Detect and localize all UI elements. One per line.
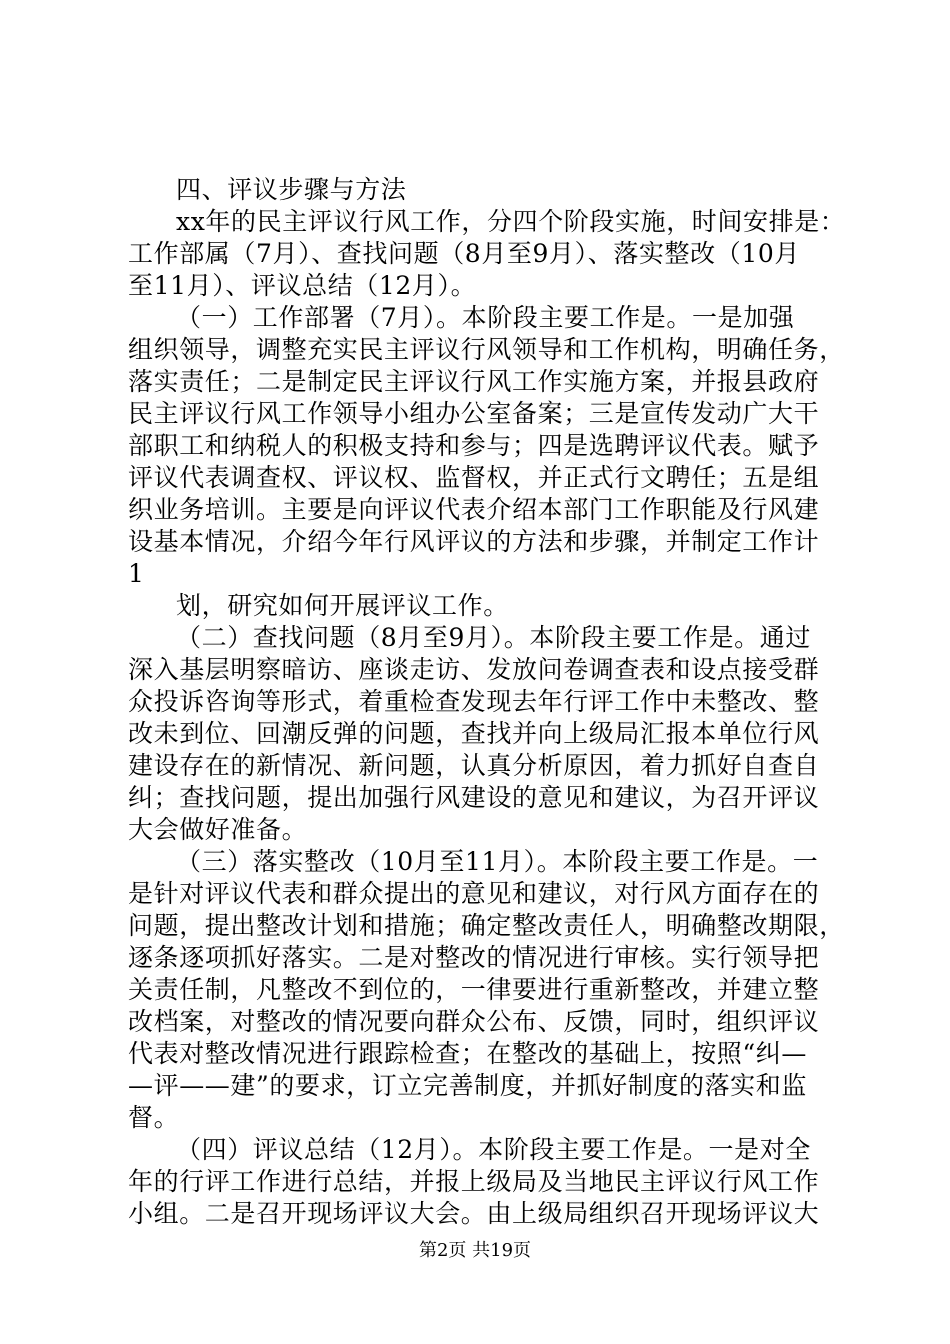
paragraph-line: 纠；查找问题，提出加强行风建设的意见和建议，为召开评议 xyxy=(128,783,820,812)
paragraph-line: （三）落实整改（10月至11月）。本阶段主要工作是。一 xyxy=(176,847,819,876)
section-heading: 四、评议步骤与方法 xyxy=(176,175,407,204)
paragraph-line: （一）工作部署（7月）。本阶段主要工作是。一是加强 xyxy=(176,303,795,332)
page-footer: 第2页 共19页 xyxy=(418,1240,532,1261)
paragraph-line: 改档案，对整改的情况要向群众公布、反馈，同时，组织评议 xyxy=(128,1007,820,1036)
paragraph-line: 是针对评议代表和群众提出的意见和建议，对行风方面存在的 xyxy=(128,879,820,908)
paragraph-line: 部职工和纳税人的积极支持和参与；四是选聘评议代表。赋予 xyxy=(128,431,820,460)
paragraph-line: 评议代表调查权、评议权、监督权，并正式行文聘任；五是组 xyxy=(128,463,820,492)
paragraph-line: 落实责任；二是制定民主评议行风工作实施方案，并报县政府 xyxy=(128,367,820,396)
paragraph-line: 众投诉咨询等形式，着重检查发现去年行评工作中未整改、整 xyxy=(128,687,820,716)
paragraph-line: 大会做好准备。 xyxy=(128,815,308,844)
paragraph-line: 逐条逐项抓好落实。二是对整改的情况进行审核。实行领导把 xyxy=(128,943,820,972)
paragraph-line: 设基本情况，介绍今年行风评议的方法和步骤，并制定工作计 xyxy=(128,527,820,556)
paragraph-line: 组织领导，调整充实民主评议行风领导和工作机构，明确任务， xyxy=(128,335,845,364)
paragraph-line: 划，研究如何开展评议工作。 xyxy=(176,591,509,620)
paragraph-line: xx年的民主评议行风工作，分四个阶段实施，时间安排是： xyxy=(176,207,846,236)
paragraph-line: 建设存在的新情况、新问题，认真分析原因，着力抓好自查自 xyxy=(128,751,820,780)
paragraph-line: 代表对整改情况进行跟踪检查；在整改的基础上，按照“纠— xyxy=(128,1039,807,1068)
paragraph-line: 织业务培训。主要是向评议代表介绍本部门工作职能及行风建 xyxy=(128,495,820,524)
inline-page-number: 1 xyxy=(128,559,145,588)
paragraph-line: 问题，提出整改计划和措施；确定整改责任人，明确整改期限， xyxy=(128,911,845,940)
paragraph-line: 工作部属（7月）、查找问题（8月至9月）、落实整改（10月 xyxy=(128,239,800,268)
paragraph-line: 督。 xyxy=(128,1103,180,1132)
paragraph-line: 年的行评工作进行总结，并报上级局及当地民主评议行风工作 xyxy=(128,1167,820,1196)
paragraph-line: 改未到位、回潮反弹的问题，查找并向上级局汇报本单位行风 xyxy=(128,719,820,748)
paragraph-line: 民主评议行风工作领导小组办公室备案；三是宣传发动广大干 xyxy=(128,399,820,428)
paragraph-line: 深入基层明察暗访、座谈走访、发放问卷调查表和设点接受群 xyxy=(128,655,820,684)
paragraph-line: 小组。二是召开现场评议大会。由上级局组织召开现场评议大 xyxy=(128,1199,820,1228)
paragraph-line: 至11月）、评议总结（12月）。 xyxy=(128,271,477,300)
paragraph-line: —评——建”的要求，订立完善制度，并抓好制度的落实和监 xyxy=(128,1071,807,1100)
paragraph-line: （二）查找问题（8月至9月）。本阶段主要工作是。通过 xyxy=(176,623,811,652)
paragraph-line: 关责任制，凡整改不到位的，一律要进行重新整改，并建立整 xyxy=(128,975,820,1004)
paragraph-line: （四）评议总结（12月）。本阶段主要工作是。一是对全 xyxy=(176,1135,811,1164)
